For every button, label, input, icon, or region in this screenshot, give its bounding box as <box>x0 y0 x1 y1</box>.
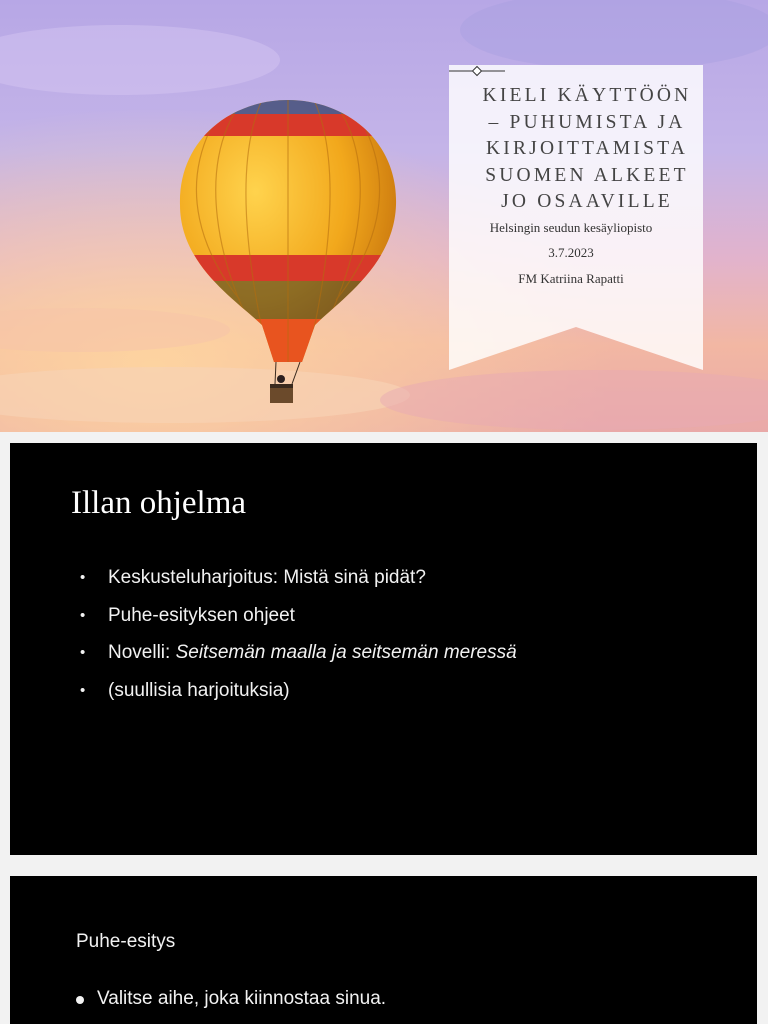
slide-title: Puhe-esitys <box>76 931 176 952</box>
agenda-slide <box>10 443 757 855</box>
bullet-icon: • <box>80 606 86 624</box>
agenda-item <box>76 640 517 666</box>
short-story-title: Seitsemän maalla ja seitsemän meressä <box>175 642 517 663</box>
title-line: KIRJOITTAMISTA <box>486 138 688 159</box>
instruction-list <box>76 988 386 1010</box>
bullet-icon <box>76 996 84 1004</box>
agenda-item <box>76 678 517 704</box>
agenda-item-text: (suullisia harjoituksia) <box>108 679 290 701</box>
bullet-icon: • <box>80 644 86 661</box>
author-name: FM Katriina Rapatti <box>518 271 624 286</box>
title-line: – PUHUMISTA JA <box>488 111 686 133</box>
title-card <box>449 65 703 370</box>
bullet-icon: • <box>80 569 86 586</box>
presentation-date: 3.7.2023 <box>548 245 594 260</box>
slide-title: Illan ohjelma <box>71 485 247 521</box>
title-slide <box>0 0 768 432</box>
title-line: KIELI KÄYTTÖÖN <box>482 85 692 106</box>
agenda-item-prefix: Novelli: <box>108 642 176 663</box>
agenda-list <box>76 565 517 715</box>
presentation-title <box>463 83 711 216</box>
title-line: SUOMEN ALKEET <box>485 164 689 186</box>
bullet-icon: • <box>80 681 86 699</box>
speech-slide <box>10 876 757 1024</box>
agenda-item-text: Keskusteluharjoitus: Mistä sinä pidät? <box>108 567 426 588</box>
instruction-item-text: Valitse aihe, joka kiinnostaa sinua. <box>97 988 387 1009</box>
diamond-divider-icon <box>449 65 505 77</box>
agenda-item-text: Puhe-esityksen ohjeet <box>108 604 295 626</box>
instruction-item <box>76 988 386 1010</box>
agenda-item <box>76 603 517 629</box>
agenda-item <box>76 565 517 591</box>
title-line: JO OSAAVILLE <box>501 191 673 212</box>
organization-name: Helsingin seudun kesäyliopisto <box>489 220 653 235</box>
